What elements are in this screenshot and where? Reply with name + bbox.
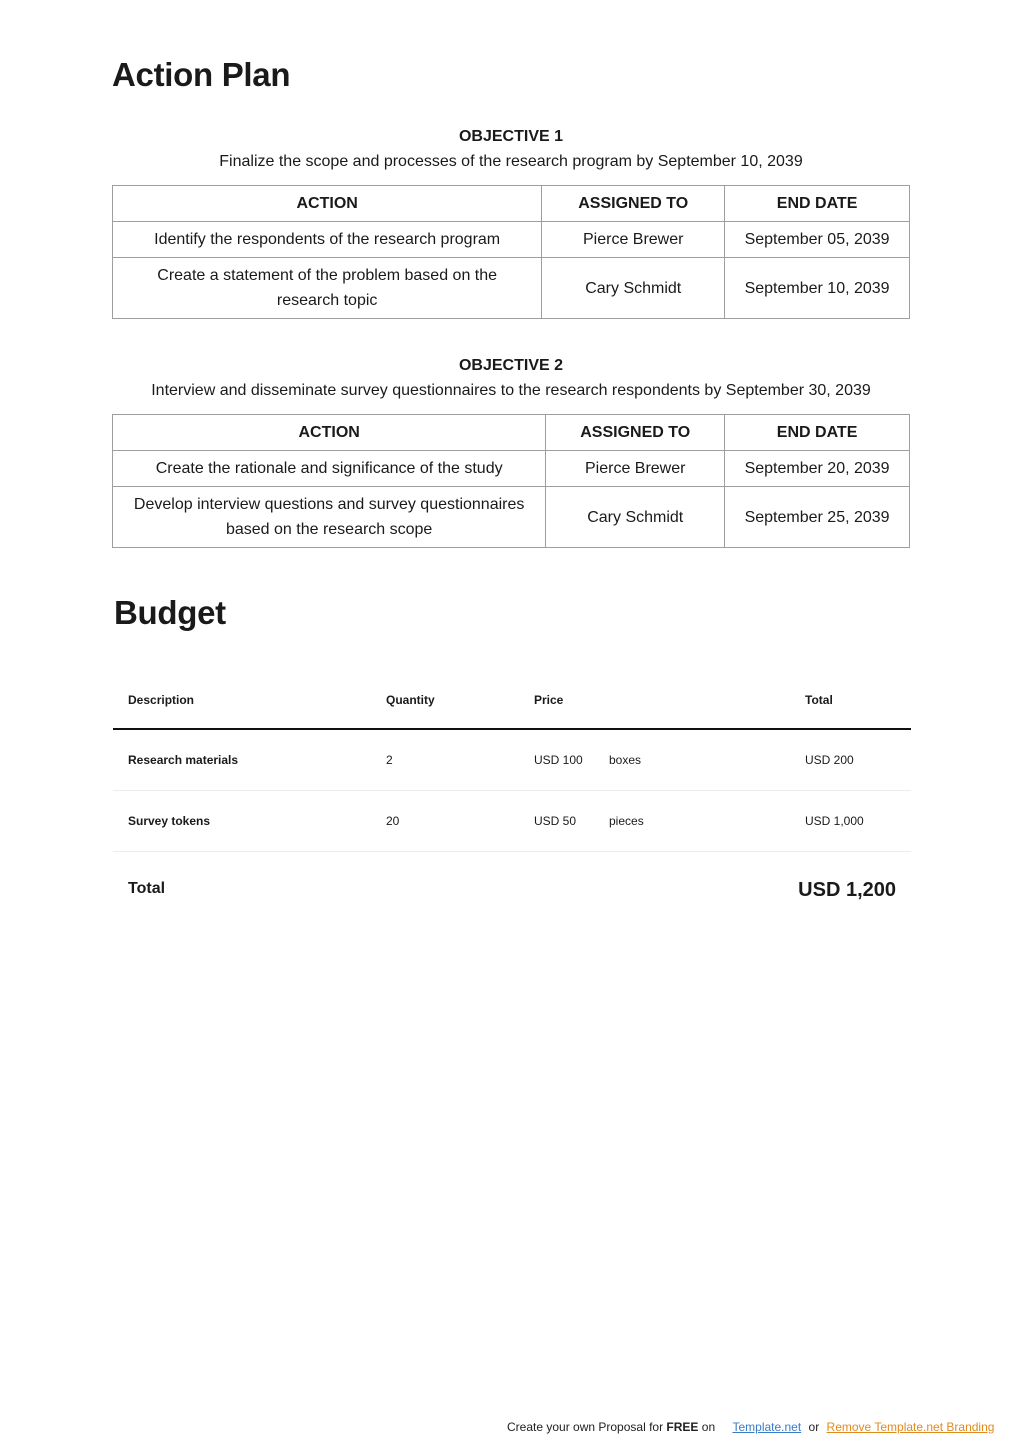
objective-label: OBJECTIVE 2	[458, 357, 564, 374]
table-row	[113, 487, 910, 548]
cell-unit: boxes	[609, 753, 642, 767]
column-header-action: ACTION	[113, 415, 546, 451]
table-row	[113, 258, 910, 319]
budget-total-row	[113, 852, 911, 930]
budget-header-row	[113, 672, 911, 730]
budget-total-value: USD 1,200	[798, 879, 896, 901]
cell-price: USD 50	[534, 814, 577, 828]
objective-description: Finalize the scope and processes of the research program by September 10, 2039	[219, 153, 803, 170]
template-net-link[interactable]: Template.net	[732, 1420, 802, 1434]
column-header-end-date: END DATE	[725, 186, 910, 222]
cell-description: Survey tokens	[128, 814, 211, 828]
objective-1-table	[112, 185, 910, 319]
table-row	[113, 730, 911, 791]
cell-end-date: September 05, 2039	[725, 222, 910, 258]
footer-prefix: Create your own Proposal for	[507, 1420, 667, 1434]
column-header-price: Price	[534, 693, 564, 707]
table-row	[113, 451, 910, 487]
cell-action: Create the rationale and significance of the study	[113, 451, 546, 487]
column-header-assigned-to: ASSIGNED TO	[546, 415, 725, 451]
cell-action: Develop interview questions and survey questionnaires based on the research scope	[113, 487, 546, 548]
cell-end-date: September 25, 2039	[725, 487, 910, 548]
objective-2-table	[112, 414, 910, 548]
objective-2-header	[112, 355, 910, 402]
footer-branding	[507, 1420, 994, 1434]
column-header-assigned-to: ASSIGNED TO	[542, 186, 725, 222]
cell-action: Create a statement of the problem based on the research topic	[113, 258, 542, 319]
cell-total: USD 1,000	[805, 814, 864, 828]
cell-end-date: September 10, 2039	[725, 258, 910, 319]
objective-description: Interview and disseminate survey questionnaires to the research respondents by September 30, 2039	[151, 382, 871, 399]
cell-quantity: 20	[386, 814, 400, 828]
table-header-row	[113, 186, 910, 222]
footer-free: FREE	[666, 1420, 699, 1434]
budget-total-label: Total	[128, 880, 166, 897]
column-header-description: Description	[128, 693, 195, 707]
cell-assigned-to: Cary Schmidt	[546, 487, 725, 548]
cell-unit: pieces	[609, 814, 644, 828]
budget-title: Budget	[114, 594, 226, 631]
column-header-end-date: END DATE	[725, 415, 910, 451]
column-header-total: Total	[805, 693, 833, 707]
cell-assigned-to: Pierce Brewer	[542, 222, 725, 258]
remove-branding-link[interactable]: Remove Template.net Branding	[826, 1420, 995, 1434]
budget-table	[113, 672, 911, 930]
cell-assigned-to: Pierce Brewer	[546, 451, 725, 487]
cell-description: Research materials	[128, 753, 239, 767]
cell-price: USD 100	[534, 753, 583, 767]
cell-quantity: 2	[386, 753, 393, 767]
footer-or: or	[808, 1420, 820, 1434]
table-header-row	[113, 415, 910, 451]
cell-total: USD 200	[805, 753, 854, 767]
cell-action: Identify the respondents of the research program	[113, 222, 542, 258]
footer-on: on	[698, 1420, 716, 1434]
table-row	[113, 791, 911, 852]
column-header-quantity: Quantity	[386, 693, 435, 707]
cell-assigned-to: Cary Schmidt	[542, 258, 725, 319]
objective-label: OBJECTIVE 1	[458, 128, 564, 145]
objective-1-header	[112, 126, 910, 173]
column-header-action: ACTION	[113, 186, 542, 222]
cell-end-date: September 20, 2039	[725, 451, 910, 487]
action-plan-title: Action Plan	[112, 56, 291, 93]
table-row	[113, 222, 910, 258]
